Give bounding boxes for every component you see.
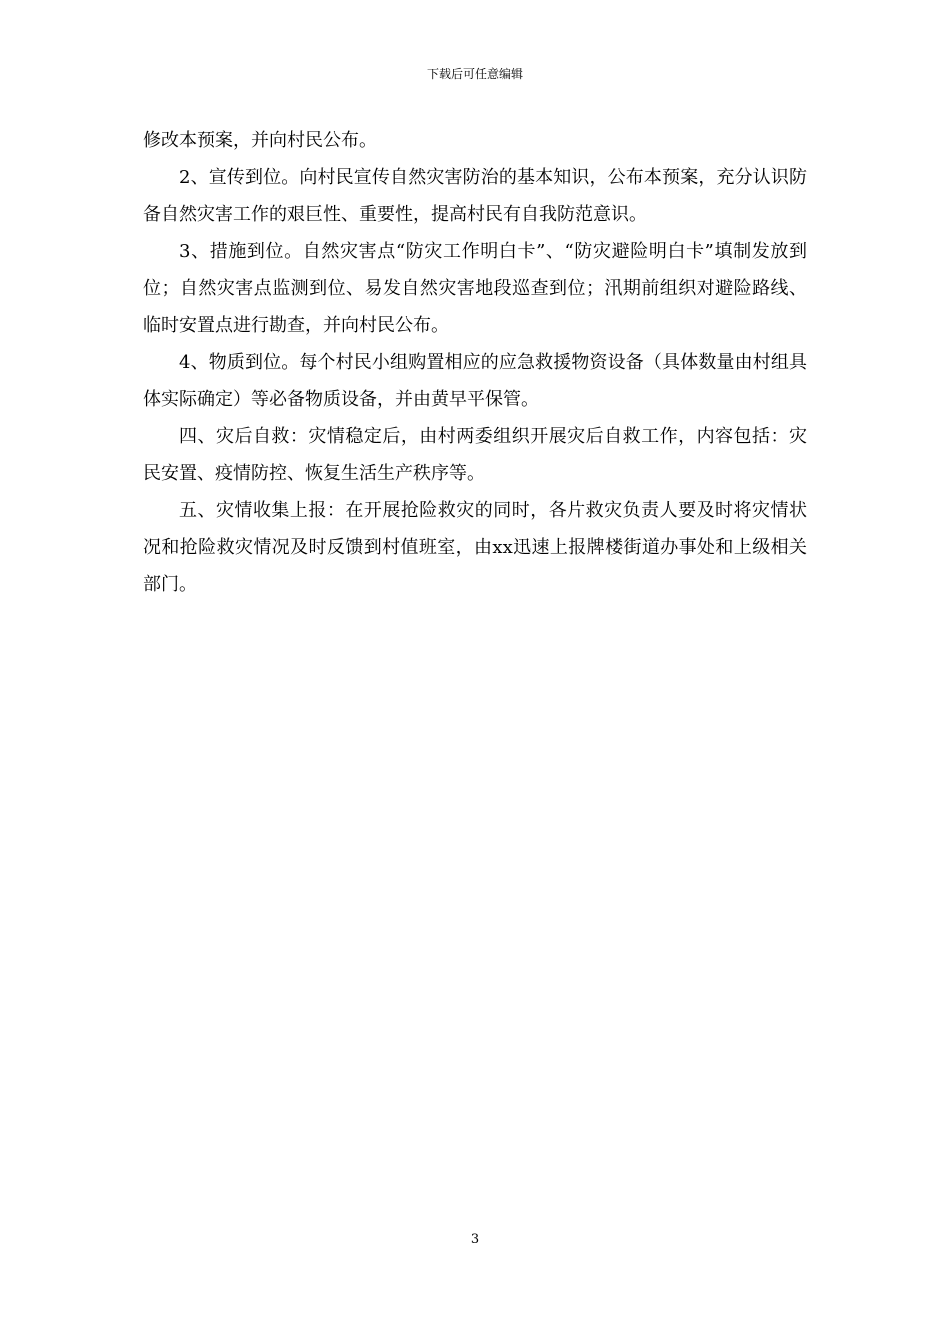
paragraph-continuation: 修改本预案，并向村民公布。 [143, 130, 377, 151]
header-note: 下载后可任意编辑 [426, 67, 523, 81]
paragraph-materials: 4、物质到位。每个村民小组购置相应的应急救援物资设备（具体数量由村组具体实际确定）等必备物质设备，并由黄早平保管。 [143, 352, 807, 410]
page-number: 3 [470, 1232, 480, 1247]
page-header [0, 66, 950, 82]
paragraph-reporting: 五、灾情收集上报：在开展抢险救灾的同时，各片救灾负责人要及时将灾情状况和抢险救灾情况及时反馈到村值班室，由xx迅速上报牌楼街道办事处和上级相关部门。 [143, 500, 807, 595]
paragraph-measures: 3、措施到位。自然灾害点“防灾工作明白卡”、“防灾避险明白卡”填制发放到位；自然灾害点监测到位、易发自然灾害地段巡查到位；汛期前组织对避险路线、临时安置点进行勘查，并向村民公布。 [143, 241, 807, 336]
document-body [143, 122, 807, 603]
page-footer [0, 1232, 950, 1248]
paragraph-publicity: 2、宣传到位。向村民宣传自然灾害防治的基本知识，公布本预案，充分认识防备自然灾害工作的艰巨性、重要性，提高村民有自我防范意识。 [143, 167, 807, 225]
paragraph-self-rescue: 四、灾后自救：灾情稳定后，由村两委组织开展灾后自救工作，内容包括：灾民安置、疫情防控、恢复生活生产秩序等。 [143, 426, 807, 484]
